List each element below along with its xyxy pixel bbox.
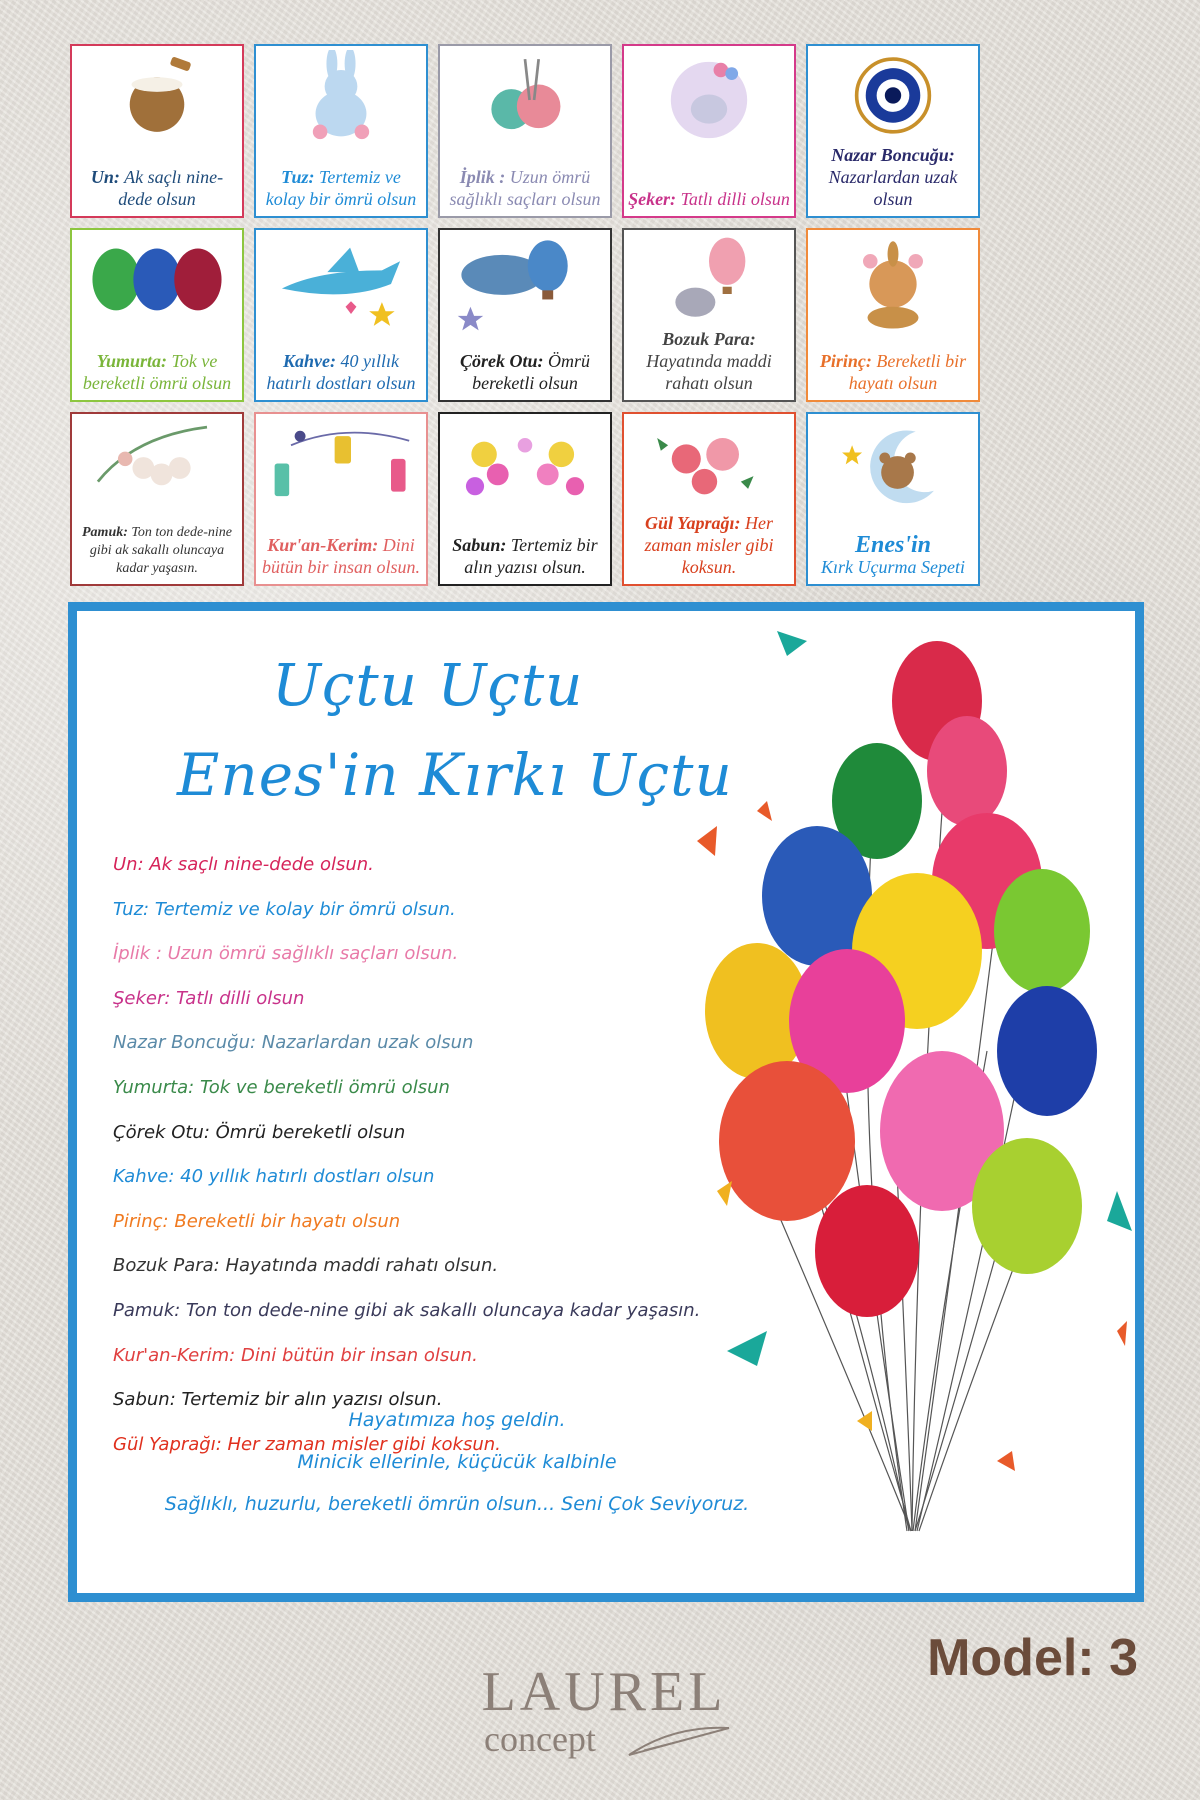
closing-line-3: Sağlıklı, huzurlu, bereketli ömrün olsun... Seni Çok Seviyoruz. xyxy=(164,1493,750,1515)
sticker-body: 40 yıllık hatırlı dostları olsun xyxy=(266,351,416,393)
sticker-body: Uzun ömrü sağlıklı saçları olsun xyxy=(449,167,601,209)
wish-line: Yumurta: Tok ve bereketli ömrü olsun xyxy=(113,1076,450,1098)
sticker-card-nazar xyxy=(806,44,980,218)
logo-line-2: concept xyxy=(484,1719,596,1759)
wish-line: Gül Yaprağı: Her zaman misler gibi koksun. xyxy=(113,1433,501,1455)
sticker-text xyxy=(260,350,422,394)
sticker-body: Tatlı dilli olsun xyxy=(676,189,790,209)
sticker-card-seker xyxy=(622,44,796,218)
wish-line: Çörek Otu: Ömrü bereketli olsun xyxy=(113,1121,406,1143)
sticker-body: Tertemiz bir alın yazısı olsun. xyxy=(464,535,598,577)
sticker-body: Ömrü bereketli olsun xyxy=(472,351,591,393)
sticker-text xyxy=(444,350,606,394)
sticker-art-bozuk xyxy=(624,234,794,334)
sticker-title: Pirinç: xyxy=(819,351,872,371)
wish-line: Pirinç: Bereketli bir hayatı olsun xyxy=(113,1210,401,1232)
sticker-title: Gül Yaprağı: xyxy=(644,513,741,533)
sticker-card-kuran xyxy=(254,412,428,586)
wish-line: Sabun: Tertemiz bir alın yazısı olsun. xyxy=(113,1389,443,1411)
sticker-title: Çörek Otu: xyxy=(459,351,544,371)
wish-line: Nazar Boncuğu: Nazarlardan uzak olsun xyxy=(113,1032,474,1054)
sticker-card-sabun xyxy=(438,412,612,586)
closing-line-2: Minicik ellerinle, küçücük kalbinle xyxy=(297,1451,617,1473)
sticker-card-corek xyxy=(438,228,612,402)
sticker-art-pamuk xyxy=(72,418,242,518)
sticker-body: Ton ton dede-nine gibi ak sakallı oluncaya kadar yaşasın. xyxy=(89,525,232,576)
sticker-text xyxy=(76,524,238,578)
wish-line: Şeker: Tatlı dilli olsun xyxy=(113,987,305,1009)
wish-line: Un: Ak saçlı nine-dede olsun. xyxy=(113,854,374,875)
sticker-art-iplik xyxy=(440,50,610,150)
sticker-text xyxy=(812,144,974,210)
poster-panel xyxy=(68,602,1144,1602)
sticker-title: Pamuk: xyxy=(82,525,128,540)
sticker-art-pirinc xyxy=(808,234,978,334)
sticker-text xyxy=(76,166,238,210)
sticker-art-yumurta xyxy=(72,234,242,334)
sticker-card-gul xyxy=(622,412,796,586)
wish-line: Tuz: Tertemiz ve kolay bir ömrü olsun. xyxy=(113,898,456,920)
sticker-text xyxy=(444,166,606,210)
balloon-bouquet-illustration xyxy=(697,631,1137,1591)
sticker-title: Kahve: xyxy=(283,351,336,371)
sticker-card-pamuk xyxy=(70,412,244,586)
sticker-text xyxy=(628,512,790,578)
closing-line-1: Hayatımıza hoş geldin. xyxy=(348,1409,566,1431)
sticker-title: Bozuk Para: xyxy=(662,329,756,349)
sticker-text xyxy=(812,534,974,578)
wish-line: İplik : Uzun ömrü sağlıklı saçları olsun. xyxy=(113,943,459,965)
sticker-art-corek xyxy=(440,234,610,334)
wish-line: Kur'an-Kerim: Dini bütün bir insan olsun. xyxy=(113,1344,478,1366)
sticker-title: Tuz: xyxy=(281,167,315,187)
poster-heading-1: Uçtu Uçtu xyxy=(272,651,584,719)
sticker-title: Enes'in xyxy=(854,532,932,558)
sticker-art-tuz xyxy=(256,50,426,150)
sticker-card-tuz xyxy=(254,44,428,218)
sticker-body: Bereketli bir hayatı olsun xyxy=(848,351,967,393)
sticker-title: Yumurta: xyxy=(96,351,168,371)
sticker-art-enes xyxy=(808,418,978,518)
sticker-art-un xyxy=(72,50,242,150)
sticker-text xyxy=(260,534,422,578)
wish-line: Bozuk Para: Hayatında maddi rahatı olsun. xyxy=(113,1255,499,1277)
sticker-card-bozuk xyxy=(622,228,796,402)
sticker-card-iplik xyxy=(438,44,612,218)
sticker-body: Ak saçlı nine-dede olsun xyxy=(118,167,224,209)
sticker-title: Sabun: xyxy=(452,535,507,555)
sticker-art-seker xyxy=(624,50,794,150)
sticker-grid xyxy=(70,44,982,594)
sticker-art-kuran xyxy=(256,418,426,518)
sticker-card-pirinc xyxy=(806,228,980,402)
sticker-title: Un: xyxy=(90,167,120,187)
model-label: Model: 3 xyxy=(927,1629,1138,1687)
sticker-card-un xyxy=(70,44,244,218)
sticker-art-sabun xyxy=(440,418,610,518)
sticker-body: Dini bütün bir insan olsun. xyxy=(261,535,421,577)
sticker-title: İplik : xyxy=(459,167,506,187)
sticker-body: Tertemiz ve kolay bir ömrü olsun xyxy=(265,167,417,209)
sticker-body: Kırk Uçurma Sepeti xyxy=(821,557,965,577)
sticker-card-enes xyxy=(806,412,980,586)
sticker-text xyxy=(444,534,606,578)
sticker-text xyxy=(812,350,974,394)
sticker-card-kahve xyxy=(254,228,428,402)
sticker-text xyxy=(628,328,790,394)
sticker-title: Kur'an-Kerim: xyxy=(267,535,379,555)
sticker-body: Tok ve bereketli ömrü olsun xyxy=(82,351,232,393)
sticker-title: Nazar Boncuğu: xyxy=(831,145,955,165)
sticker-art-nazar xyxy=(808,50,978,150)
sticker-art-gul xyxy=(624,418,794,518)
sticker-text xyxy=(628,188,790,210)
sticker-body: Nazarlardan uzak olsun xyxy=(828,167,958,209)
wish-line: Kahve: 40 yıllık hatırlı dostları olsun xyxy=(113,1166,435,1188)
wish-line: Pamuk: Ton ton dede-nine gibi ak sakallı oluncaya kadar yaşasın. xyxy=(113,1299,701,1321)
laurel-concept-logo xyxy=(474,1660,734,1780)
sticker-text xyxy=(260,166,422,210)
sticker-art-kahve xyxy=(256,234,426,334)
poster-heading-2: Enes'in Kırkı Uçtu xyxy=(177,741,733,809)
sticker-title: Şeker: xyxy=(628,189,677,209)
sticker-card-yumurta xyxy=(70,228,244,402)
sticker-text xyxy=(76,350,238,394)
feather-icon xyxy=(624,1720,734,1760)
sticker-body: Hayatında maddi rahatı olsun xyxy=(646,351,772,393)
logo-line-1: LAUREL xyxy=(481,1661,727,1723)
sticker-body: Her zaman misler gibi koksun. xyxy=(644,513,774,577)
